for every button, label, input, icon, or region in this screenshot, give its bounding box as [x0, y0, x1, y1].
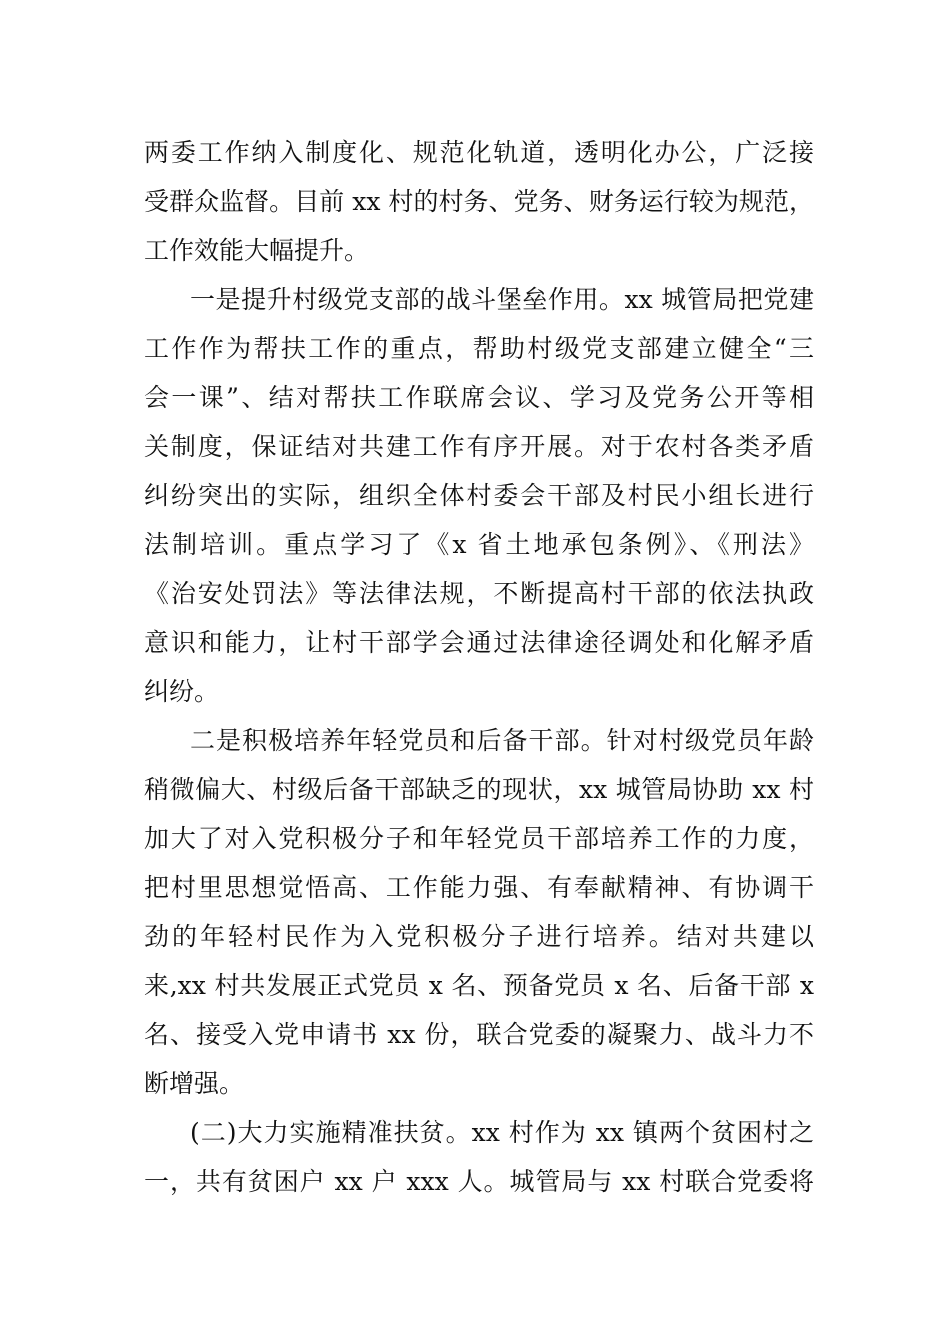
text-line: 受群众监督。目前 xx 村的村务、党务、财务运行较为规范， [144, 187, 814, 216]
paragraph-first-line: 二是积极培养年轻党员和后备干部。针对村级党员年龄 [190, 726, 814, 755]
text-line: 加大了对入党积极分子和年轻党员干部培养工作的力度， [144, 824, 814, 853]
text-line: 《治安处罚法》等法律法规，不断提高村干部的依法执政 [144, 579, 814, 608]
text-line: 工作效能大幅提升。 [144, 236, 370, 265]
text-line: 工作作为帮扶工作的重点，帮助村级党支部建立健全“三 [144, 334, 814, 363]
text-line: 两委工作纳入制度化、规范化轨道，透明化办公，广泛接 [144, 138, 814, 167]
text-line: 法制培训。重点学习了《x 省土地承包条例》、《刑法》 [144, 530, 814, 559]
text-line: 一，共有贫困户 xx 户 xxx 人。城管局与 xx 村联合党委将 [144, 1167, 814, 1196]
text-line: 名、接受入党申请书 xx 份，联合党委的凝聚力、战斗力不 [144, 1020, 814, 1049]
text-line: 纠纷。 [144, 677, 220, 706]
paragraph-first-line: (二)大力实施精准扶贫。xx 村作为 xx 镇两个贫困村之 [190, 1118, 814, 1147]
text-line: 稍微偏大、村级后备干部缺乏的现状，xx 城管局协助 xx 村 [144, 775, 814, 804]
text-line: 会一课”、结对帮扶工作联席会议、学习及党务公开等相 [144, 383, 814, 412]
text-line: 意识和能力，让村干部学会通过法律途径调处和化解矛盾 [144, 628, 814, 657]
paragraph-first-line: 一是提升村级党支部的战斗堡垒作用。xx 城管局把党建 [190, 285, 814, 314]
text-line: 断增强。 [144, 1069, 245, 1098]
text-line: 来,xx 村共发展正式党员 x 名、预备党员 x 名、后备干部 x [144, 971, 814, 1000]
text-line: 关制度，保证结对共建工作有序开展。对于农村各类矛盾 [144, 432, 814, 461]
text-line: 劲的年轻村民作为入党积极分子进行培养。结对共建以 [144, 922, 814, 951]
text-line: 纠纷突出的实际，组织全体村委会干部及村民小组长进行 [144, 481, 814, 510]
text-line: 把村里思想觉悟高、工作能力强、有奉献精神、有协调干 [144, 873, 814, 902]
document-body [144, 128, 814, 1206]
